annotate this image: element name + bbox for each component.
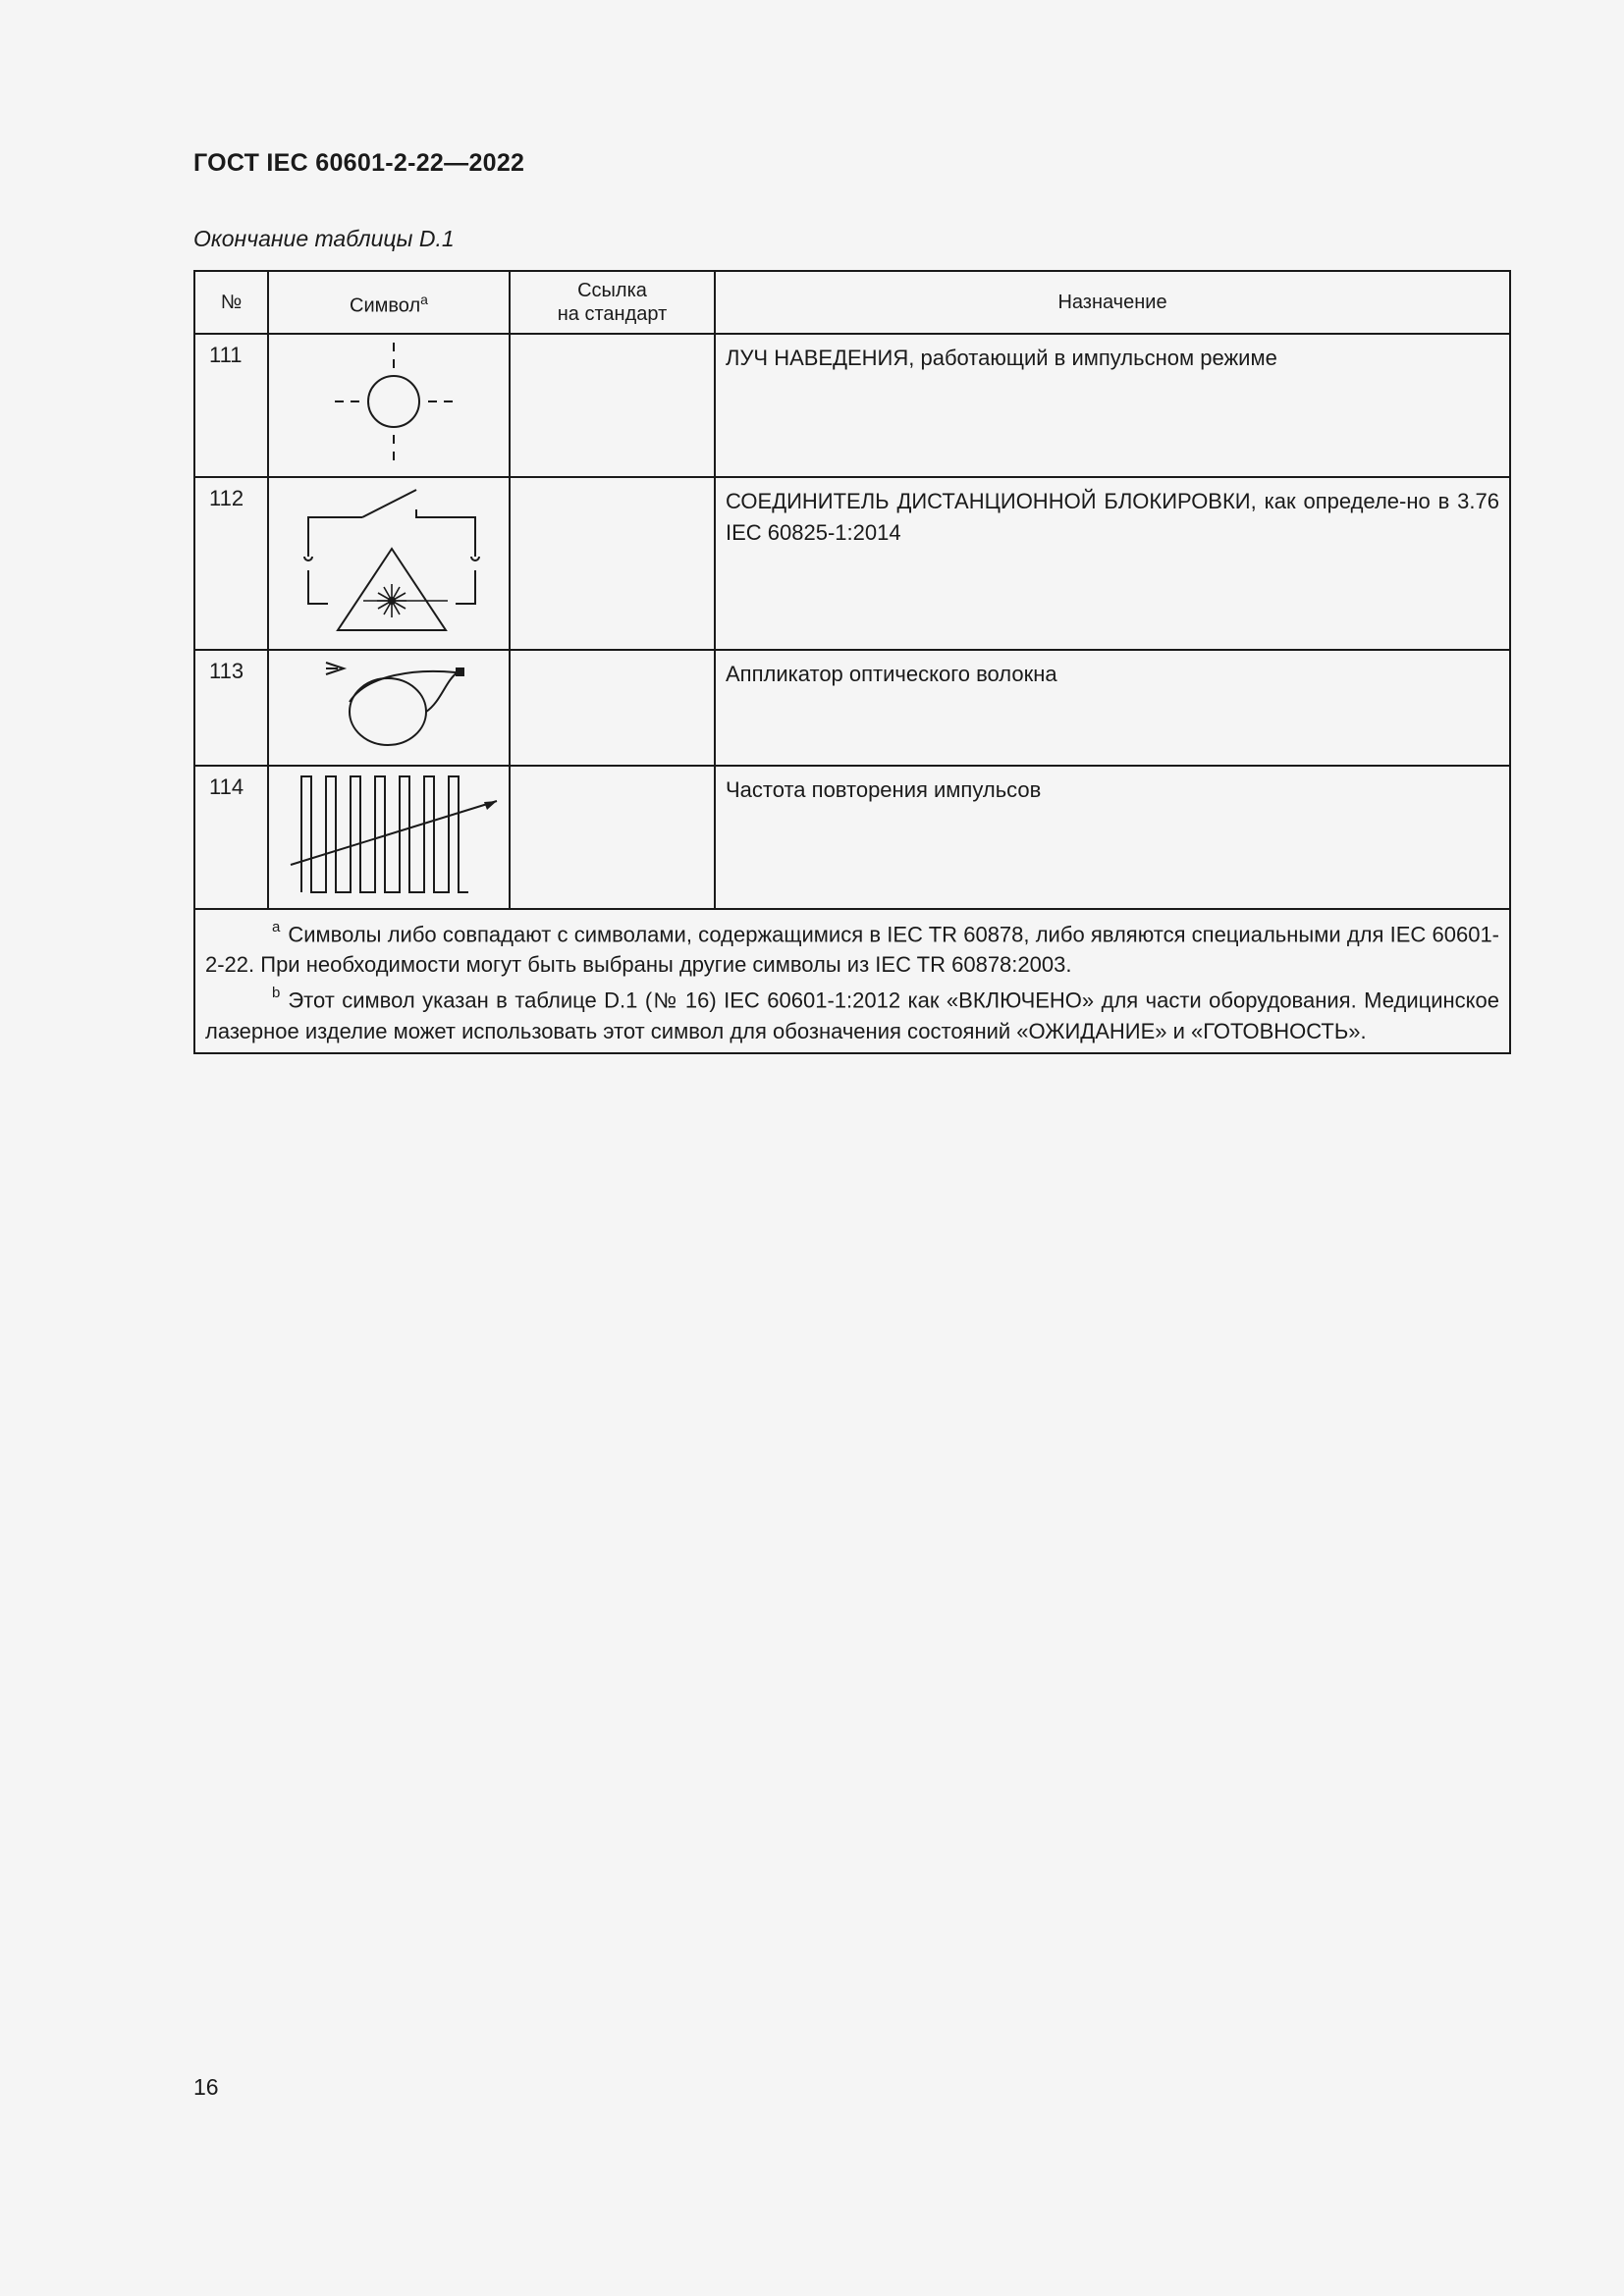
pulsed-aiming-beam-icon [269,335,511,468]
column-header-reference-line1: Ссылка [577,280,647,301]
column-header-num: № [194,271,268,334]
footnote-text: Символы либо совпадают с символами, содержащимися в IEC TR 60878, либо являются специальными для IEC 60601-2-22. При необходимости могут быть выбраны другие символы из IEC TR 60878:2003. [205,922,1499,978]
footnote-ref-a: a [420,291,428,307]
purpose-cell: СОЕДИНИТЕЛЬ ДИСТАНЦИОННОЙ БЛОКИРОВКИ, как определе-но в 3.76 IEC 60825-1:2014 [715,477,1510,650]
footnote-mark: a [272,919,281,935]
footnote-a [205,914,1499,980]
column-header-symbol [268,271,510,334]
remote-interlock-connector-icon [269,478,511,641]
optical-fibre-applicator-icon [269,651,511,757]
column-header-symbol-label: Символ [350,294,421,317]
document-code: ГОСТ IEC 60601-2-22—2022 [193,149,525,177]
symbol-cell [268,477,510,650]
column-header-reference-line2: на стандарт [557,303,668,325]
pulse-repetition-rate-icon [269,767,511,900]
table-row [194,766,1510,909]
symbol-cell [268,334,510,477]
purpose-cell: Частота повторения импульсов [715,766,1510,909]
row-number: 113 [194,650,268,766]
row-number: 112 [194,477,268,650]
row-number: 111 [194,334,268,477]
row-number: 114 [194,766,268,909]
purpose-cell: ЛУЧ НАВЕДЕНИЯ, работающий в импульсном режиме [715,334,1510,477]
reference-cell [510,766,715,909]
footnote-mark: b [272,985,281,1002]
footnote-b [205,980,1499,1045]
reference-cell [510,650,715,766]
reference-cell [510,477,715,650]
footnotes-row [194,909,1510,1053]
footnote-text: Этот символ указан в таблице D.1 (№ 16) IEC 60601-1:2012 как «ВКЛЮЧЕНО» для части оборудования. Медицинское лазерное изделие может использовать этот символ для обозначения состояний «ОЖИДАНИЕ» и «ГОТОВНОСТЬ». [205,988,1499,1043]
column-header-reference [510,271,715,334]
table-row [194,477,1510,650]
reference-cell [510,334,715,477]
symbol-cell [268,766,510,909]
footnotes-cell [194,909,1510,1053]
symbols-table [193,270,1511,1054]
purpose-cell: Аппликатор оптического волокна [715,650,1510,766]
table-header-row [194,271,1510,334]
table-row [194,334,1510,477]
symbol-cell [268,650,510,766]
page-number: 16 [193,2074,219,2100]
table-caption: Окончание таблицы D.1 [193,226,455,251]
table-row [194,650,1510,766]
column-header-purpose: Назначение [715,271,1510,334]
